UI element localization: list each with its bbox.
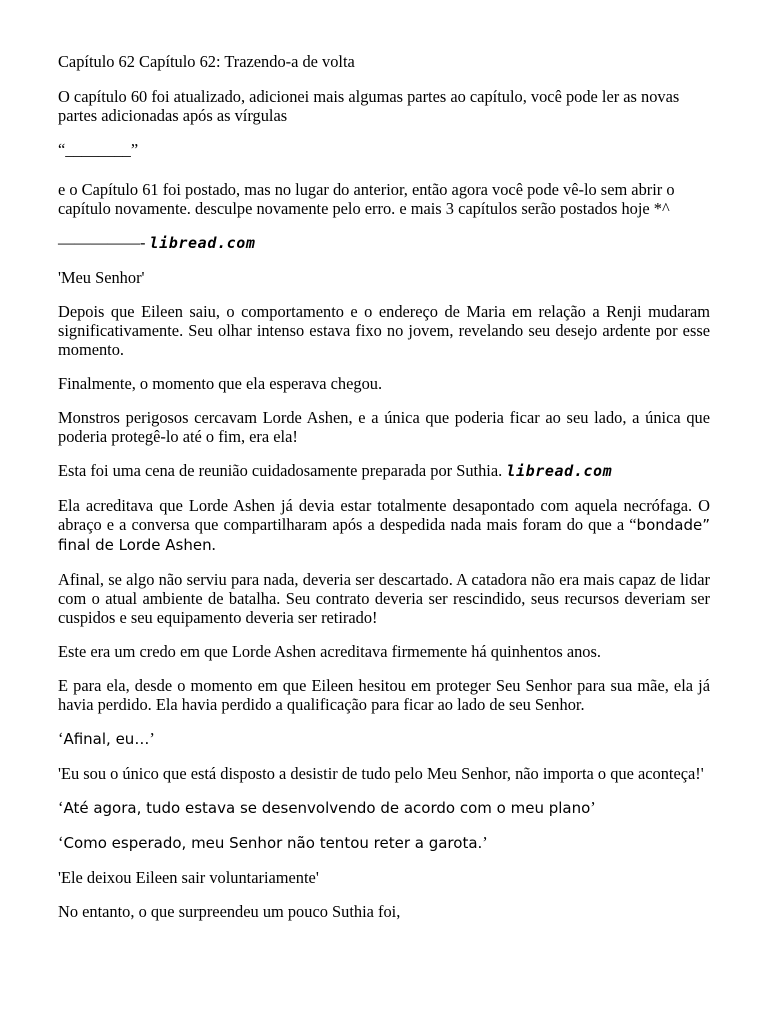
quote-mark: ‘ [58,729,64,748]
story-paragraph: Monstros perigosos cercavam Lorde Ashen, e a única que poderia ficar ao seu lado, a única que poderia protegê-lo até o fim, era ela! [58,408,710,446]
story-text-sans: bondade” final de Lorde Ashen [58,516,710,554]
story-text: . [211,535,216,554]
story-paragraph: No entanto, o que surpreendeu um pouco Suthia foi, [58,902,401,921]
story-paragraph-with-watermark [58,461,710,481]
story-paragraph: Este era um credo em que Lorde Ashen acreditava firmemente há quinhentos anos. [58,642,601,661]
author-note-paragraph: O capítulo 60 foi atualizado, adicionei mais algumas partes ao capítulo, você pode ler as novas partes adicionadas após as vírgulas [58,87,680,125]
story-paragraph [58,496,710,555]
separator-dash: —————- [58,233,146,252]
blank-quote-line: “________” [58,140,139,159]
story-text: Ela acreditava que Lorde Ashen já devia estar totalmente desapontado com aquela necrófaga. O abraço e a conversa que compartilharam após a despedida nada mais foram do que a “ [58,496,710,534]
quote-mark: ‘ [58,833,64,852]
quote-mark: ‘ [58,798,64,817]
story-text-sans: Como esperado, meu Senhor não tentou reter a garota. [63,834,483,852]
watermark-text: libread.com [149,234,256,252]
story-thought [58,729,710,749]
quote-mark: ’ [590,798,596,817]
story-paragraph: Finalmente, o momento que ela esperava chegou. [58,374,383,393]
watermark-text: libread.com [506,462,613,480]
story-paragraph: Depois que Eileen saiu, o comportamento e o endereço de Maria em relação a Renji mudaram significativamente. Seu olhar intenso estava fixo no jovem, revelando seu desejo ardente por esse momento. [58,302,710,359]
story-paragraph: 'Meu Senhor' [58,268,145,287]
story-text: Esta foi uma cena de reunião cuidadosamente preparada por Suthia. [58,461,503,480]
separator-line [58,233,710,253]
story-paragraph: E para ela, desde o momento em que Eileen hesitou em proteger Seu Senhor para sua mãe, ela já havia perdido. Ela havia perdido a qualificação para ficar ao lado de seu Senhor. [58,676,710,714]
quote-mark: ’ [149,729,155,748]
author-note-paragraph-2: e o Capítulo 61 foi postado, mas no lugar do anterior, então agora você pode vê-lo sem abrir o capítulo novamente. desculpe novamente pelo erro. e mais 3 capítulos serão postados hoje *^ [58,180,675,218]
story-text-sans: Até agora, tudo estava se desenvolvendo de acordo com o meu plano [63,799,591,817]
story-paragraph: 'Eu sou o único que está disposto a desistir de tudo pelo Meu Senhor, não importa o que aconteça!' [58,764,704,783]
story-paragraph: Afinal, se algo não serviu para nada, deveria ser descartado. A catadora não era mais capaz de lidar com o atual ambiente de batalha. Seu contrato deveria ser rescindido, seus recursos deveriam ser cuspidos e seu equipamento deveria ser retirado! [58,570,710,627]
quote-mark: ’ [482,833,488,852]
story-paragraph: 'Ele deixou Eileen sair voluntariamente' [58,868,319,887]
story-thought [58,798,710,818]
story-text-sans: Afinal, eu… [63,730,150,748]
document-page [58,52,710,936]
story-thought [58,833,710,853]
chapter-title: Capítulo 62 Capítulo 62: Trazendo-a de volta [58,52,355,71]
